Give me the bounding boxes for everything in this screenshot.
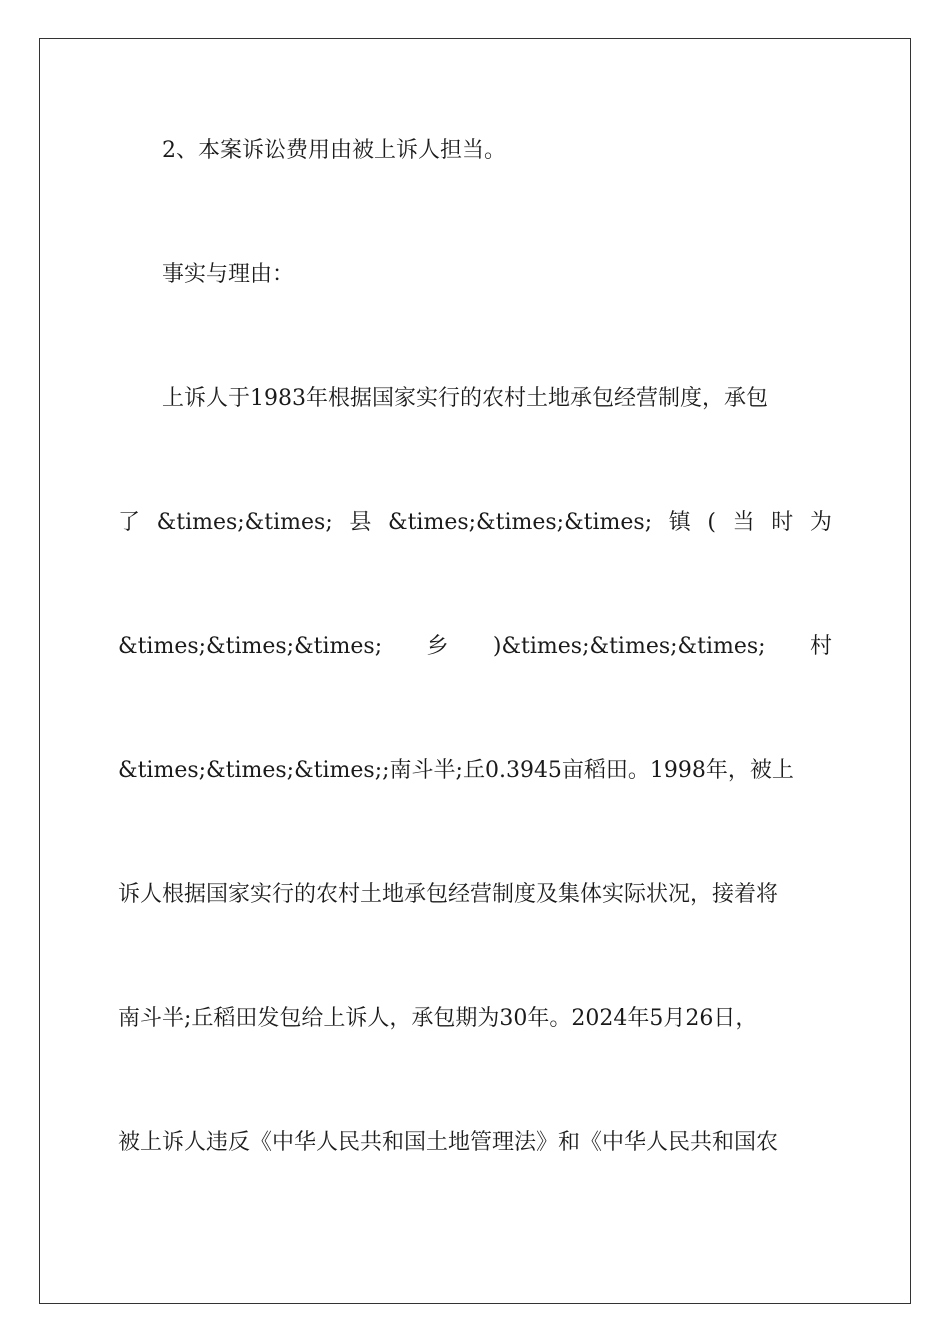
body-line-2-token: 为 [809, 510, 832, 535]
body-line-3-token: &times;&times;&times; [118, 634, 383, 659]
body-line-2 [118, 508, 832, 538]
body-line-2-token: 镇 [668, 510, 691, 535]
body-line-3-token: 村 [809, 634, 832, 659]
body-line-3 [118, 632, 832, 662]
body-line-7: 被上诉人违反《中华人民共和国土地管理法》和《中华人民共和国农 [118, 1130, 779, 1155]
body-line-4: &times;&times;&times;;南斗半;丘0.3945亩稻田。1998年，被上 [118, 758, 794, 783]
body-line-2-token: &times;&times;&times; [388, 510, 653, 535]
body-line-5: 诉人根据国家实行的农村土地承包经营制度及集体实际状况，接着将 [118, 882, 779, 907]
body-line-2-token: 时 [771, 510, 794, 535]
body-line-1: 上诉人于1983年根据国家实行的农村土地承包经营制度，承包 [162, 386, 768, 411]
paragraph-request-2: 2、本案诉讼费用由被上诉人担当。 [162, 138, 506, 163]
body-line-3-token: )&times;&times;&times; [492, 634, 766, 659]
body-line-6: 南斗半;丘稻田发包给上诉人，承包期为30年。2024年5月26日， [118, 1006, 758, 1031]
body-line-2-token: 县 [349, 510, 372, 535]
body-line-2-token: ( [707, 510, 716, 535]
page-border [39, 38, 911, 1304]
heading-facts-and-reasons: 事实与理由： [162, 262, 295, 287]
body-line-3-token: 乡 [426, 634, 449, 659]
body-line-2-token: 当 [732, 510, 755, 535]
body-line-2-token: &times;&times; [156, 510, 333, 535]
body-line-2-token: 了 [118, 510, 141, 535]
